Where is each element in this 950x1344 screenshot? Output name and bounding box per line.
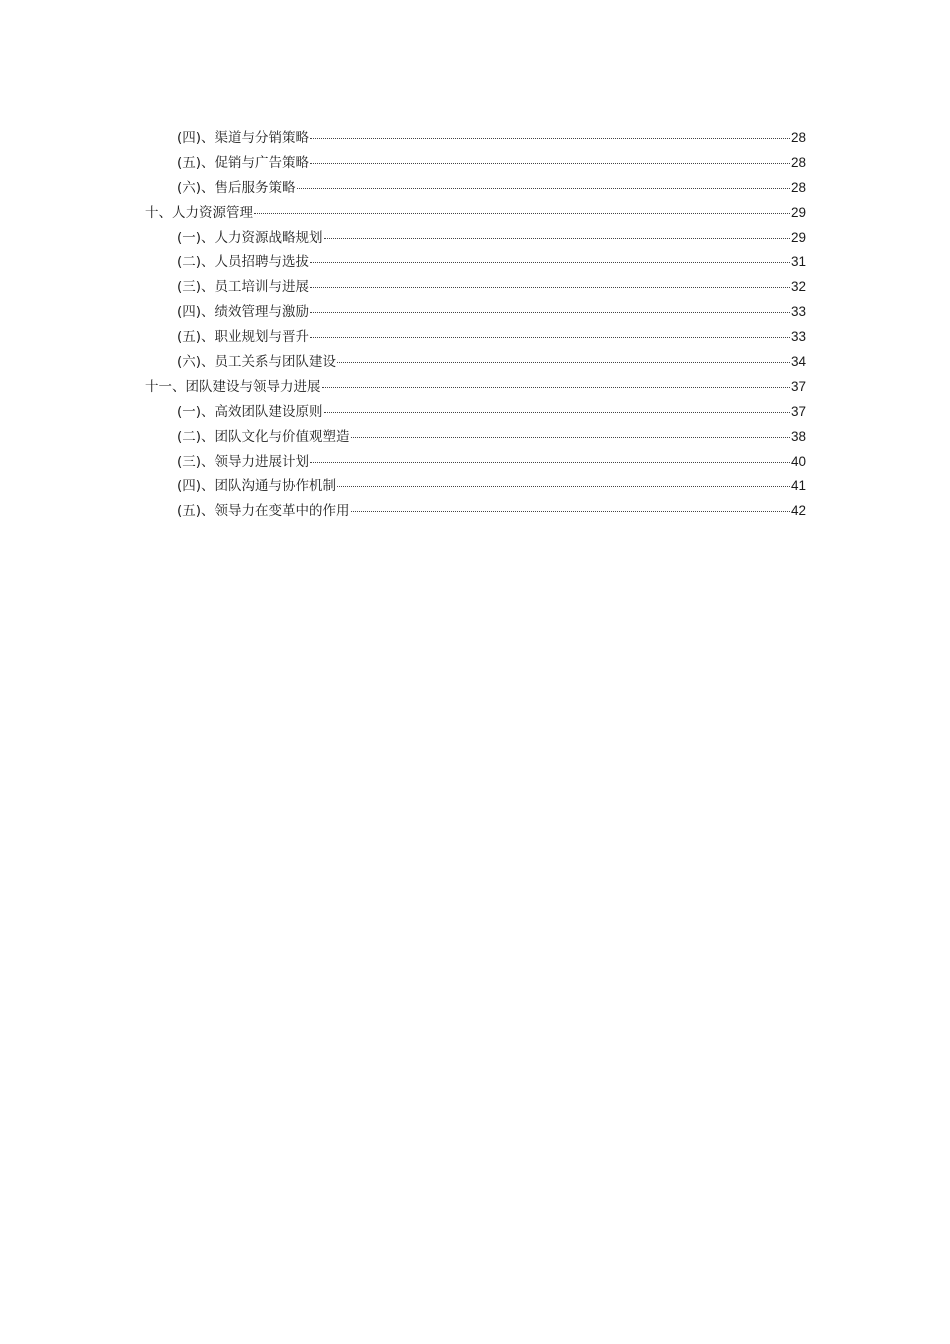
toc-entry-title: (四)、绩效管理与激励 — [177, 304, 310, 321]
toc-entry-page: 32 — [790, 279, 806, 295]
toc-entry[interactable] — [145, 226, 806, 251]
toc-entry[interactable] — [145, 151, 806, 176]
toc-dot-leader — [324, 238, 790, 239]
toc-entry-title: 十一、团队建设与领导力进展 — [145, 378, 321, 395]
toc-entry-title: (六)、员工关系与团队建设 — [177, 354, 337, 371]
toc-entry-page: 34 — [790, 354, 806, 370]
toc-dot-leader — [351, 437, 790, 438]
toc-entry-title: (五)、领导力在变革中的作用 — [177, 503, 350, 520]
toc-entry[interactable] — [145, 474, 806, 499]
toc-entry[interactable] — [145, 400, 806, 425]
toc-entry-title: 十、人力资源管理 — [145, 204, 253, 221]
toc-entry-title: (二)、团队文化与价值观塑造 — [177, 428, 350, 445]
toc-entry-title: (五)、促销与广告策略 — [177, 154, 310, 171]
toc-entry-page: 33 — [790, 304, 806, 320]
toc-entry-title: (三)、员工培训与进展 — [177, 279, 310, 296]
toc-entry[interactable] — [145, 126, 806, 151]
toc-entry-page: 29 — [790, 229, 806, 245]
toc-dot-leader — [310, 262, 790, 263]
toc-dot-leader — [310, 163, 790, 164]
toc-dot-leader — [310, 312, 790, 313]
toc-chapter-entry[interactable] — [145, 375, 806, 400]
toc-entry[interactable] — [145, 176, 806, 201]
toc-entry-page: 31 — [790, 254, 806, 270]
toc-dot-leader — [324, 412, 790, 413]
toc-dot-leader — [337, 362, 790, 363]
toc-dot-leader — [310, 462, 790, 463]
toc-dot-leader — [322, 387, 790, 388]
toc-entry-title: (二)、人员招聘与选拔 — [177, 254, 310, 271]
toc-entry-title: (三)、领导力进展计划 — [177, 453, 310, 470]
toc-dot-leader — [254, 213, 790, 214]
toc-entry[interactable] — [145, 350, 806, 375]
toc-entry[interactable] — [145, 425, 806, 450]
toc-entry-title: (五)、职业规划与晋升 — [177, 329, 310, 346]
toc-entry[interactable] — [145, 300, 806, 325]
toc-entry-page: 33 — [790, 329, 806, 345]
toc-entry-page: 41 — [790, 478, 806, 494]
toc-entry-page: 37 — [790, 378, 806, 394]
toc-dot-leader — [297, 188, 790, 189]
toc-entry-page: 29 — [790, 204, 806, 220]
toc-entry-page: 40 — [790, 453, 806, 469]
toc-entry[interactable] — [145, 450, 806, 475]
toc-entry-title: (六)、售后服务策略 — [177, 179, 296, 196]
toc-entry-page: 38 — [790, 428, 806, 444]
toc-entry-title: (四)、团队沟通与协作机制 — [177, 478, 337, 495]
toc-entry-page: 28 — [790, 154, 806, 170]
toc-chapter-entry[interactable] — [145, 201, 806, 226]
toc-entry-title: (四)、渠道与分销策略 — [177, 130, 310, 146]
toc-entry[interactable] — [145, 499, 806, 524]
toc-entry-page: 28 — [790, 130, 806, 145]
toc-entry[interactable] — [145, 275, 806, 300]
toc-entry-page: 37 — [790, 403, 806, 419]
toc-dot-leader — [310, 138, 790, 139]
toc-entry-page: 42 — [790, 503, 806, 519]
toc-dot-leader — [337, 486, 790, 487]
toc-entry[interactable] — [145, 250, 806, 275]
toc-entry[interactable] — [145, 325, 806, 350]
toc-entry-title: (一)、高效团队建设原则 — [177, 403, 323, 420]
table-of-contents — [145, 126, 806, 524]
toc-dot-leader — [310, 287, 790, 288]
toc-entry-title: (一)、人力资源战略规划 — [177, 229, 323, 246]
toc-dot-leader — [351, 511, 790, 512]
toc-dot-leader — [310, 337, 790, 338]
toc-entry-page: 28 — [790, 179, 806, 195]
